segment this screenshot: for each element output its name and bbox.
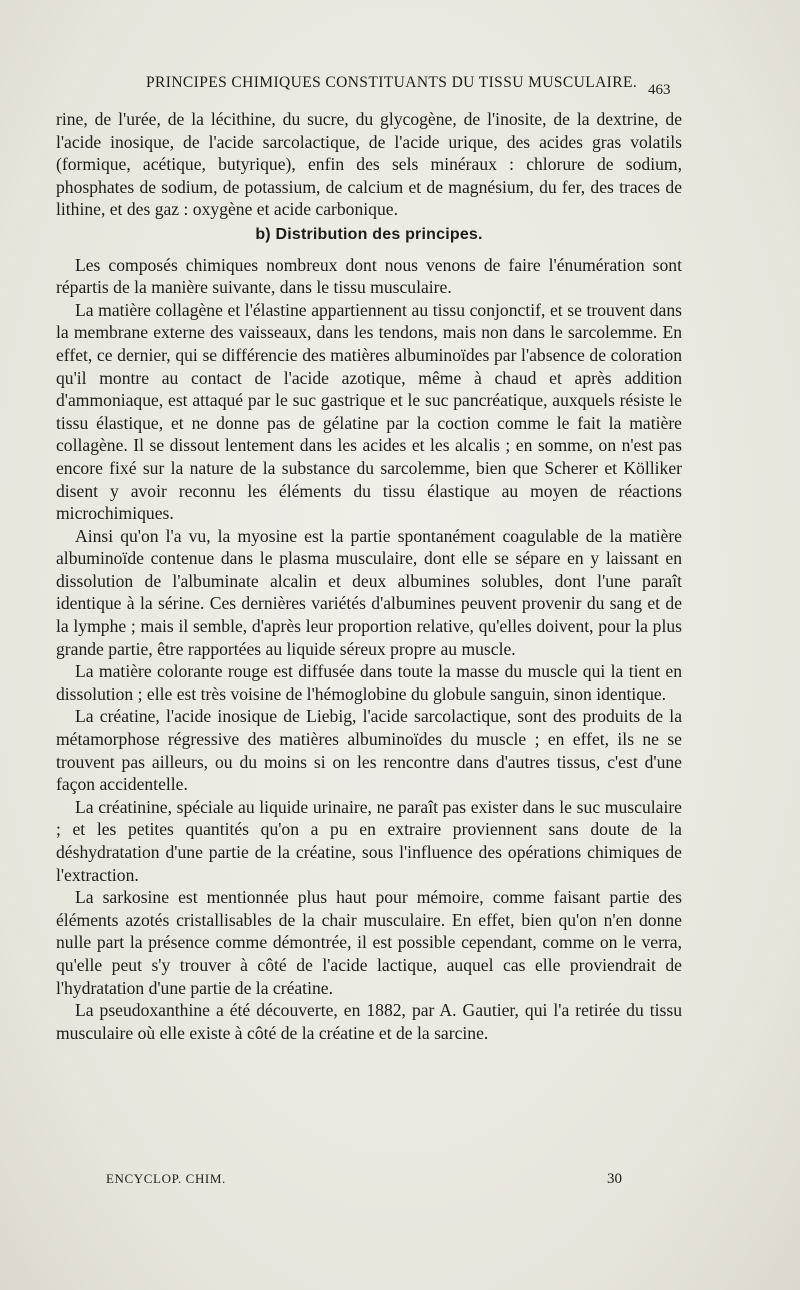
paragraph: La matière collagène et l'élastine appartiennent au tissu conjonctif, et se trouvent dans la membrane externe des vaisseaux, dans les tendons, mais non dans le sarcolemme. En effet, ce dernier, qui se différencie des matières albuminoïdes par l'absence de coloration qu'il montre au contact de l'acide azotique, même à chaud et après addition d'ammoniaque, est attaqué par le suc gastrique et le suc pancréatique, auxquels résiste le tissu élastique, et ne donne pas de gélatine par la coction comme le fait la matière collagène. Il se dissout lentement dans les acides et les alcalis ; en somme, on n'est pas encore fixé sur la nature de la substance du sarcolemme, bien que Scherer et Kölliker disent y avoir reconnu les éléments du tissu élastique au moyen de réactions microchimiques. [56, 299, 682, 524]
page-footer [0, 1171, 800, 1195]
paragraph: La sarkosine est mentionnée plus haut pour mémoire, comme faisant partie des éléments azotés cristallisables de la chair musculaire. En effet, bien qu'on n'en donne nulle part la présence comme démontrée, il est possible cependant, comme on le verra, qu'elle peut s'y trouver à côté de l'acide lactique, auquel cas elle proviendrait de l'hydratation d'une partie de la créatine. [56, 887, 682, 998]
paragraph-continued: rine, de l'urée, de la lécithine, du sucre, du glycogène, de l'inosite, de la dextrine, de l'acide inosique, de l'acide sarcolactique, de l'acide urique, des acides gras volatils (formique, acétique, butyrique), enfin des sels minéraux : chlorure de sodium, phosphates de sodium, de potassium, de calcium et de magnésium, du fer, des traces de lithine, et des gaz : oxygène et acide carbonique. [56, 109, 682, 220]
paragraph: La créatinine, spéciale au liquide urinaire, ne paraît pas exister dans le suc musculaire ; et les petites quantités qu'on a pu en extraire proviennent sans doute de la déshydratation d'une partie de la créatine, sous l'influence des opérations chimiques de l'extraction. [56, 796, 682, 885]
paragraph: Ainsi qu'on l'a vu, la myosine est la partie spontanément coagulable de la matière albuminoïde contenue dans le plasma musculaire, dont elle se sépare en y laissant en dissolution de l'albuminate alcalin et deux albumines solubles, dont l'une paraît identique à la sérine. Ces dernières variétés d'albumines peuvent provenir du sang et de la lymphe ; mais il semble, d'après leur proportion relative, qu'elles doivent, pour la plus grande partie, être rapportées au liquide séreux propre au muscle. [56, 525, 682, 659]
paragraph: La matière colorante rouge est diffusée dans toute la masse du muscle qui la tient en dissolution ; elle est très voisine de l'hémoglobine du globule sanguin, sinon identique. [56, 661, 682, 704]
page-body [56, 108, 682, 1044]
paragraph: La pseudoxanthine a été découverte, en 1882, par A. Gautier, qui l'a retirée du tissu musculaire où elle existe à côté de la créatine et de la sarcine. [56, 1000, 682, 1043]
footer-gathering-number: 30 [607, 1171, 622, 1187]
page-number: 463 [648, 82, 671, 98]
footer-signature: ENCYCLOP. CHIM. [106, 1171, 226, 1186]
section-heading: b) Distribution des principes. [255, 225, 483, 243]
page-header [0, 74, 800, 104]
paragraph: La créatine, l'acide inosique de Liebig, l'acide sarcolactique, sont des produits de la métamorphose régressive des matières albuminoïdes du muscle ; en effet, ils ne se trouvent pas ailleurs, ou du moins si on les rencontre dans d'autres tissus, c'est d'une façon accidentelle. [56, 706, 682, 795]
running-title: PRINCIPES CHIMIQUES CONSTITUANTS DU TISSU MUSCULAIRE. [146, 74, 638, 91]
paragraph: Les composés chimiques nombreux dont nous venons de faire l'énumération sont répartis de la manière suivante, dans le tissu musculaire. [56, 254, 682, 298]
